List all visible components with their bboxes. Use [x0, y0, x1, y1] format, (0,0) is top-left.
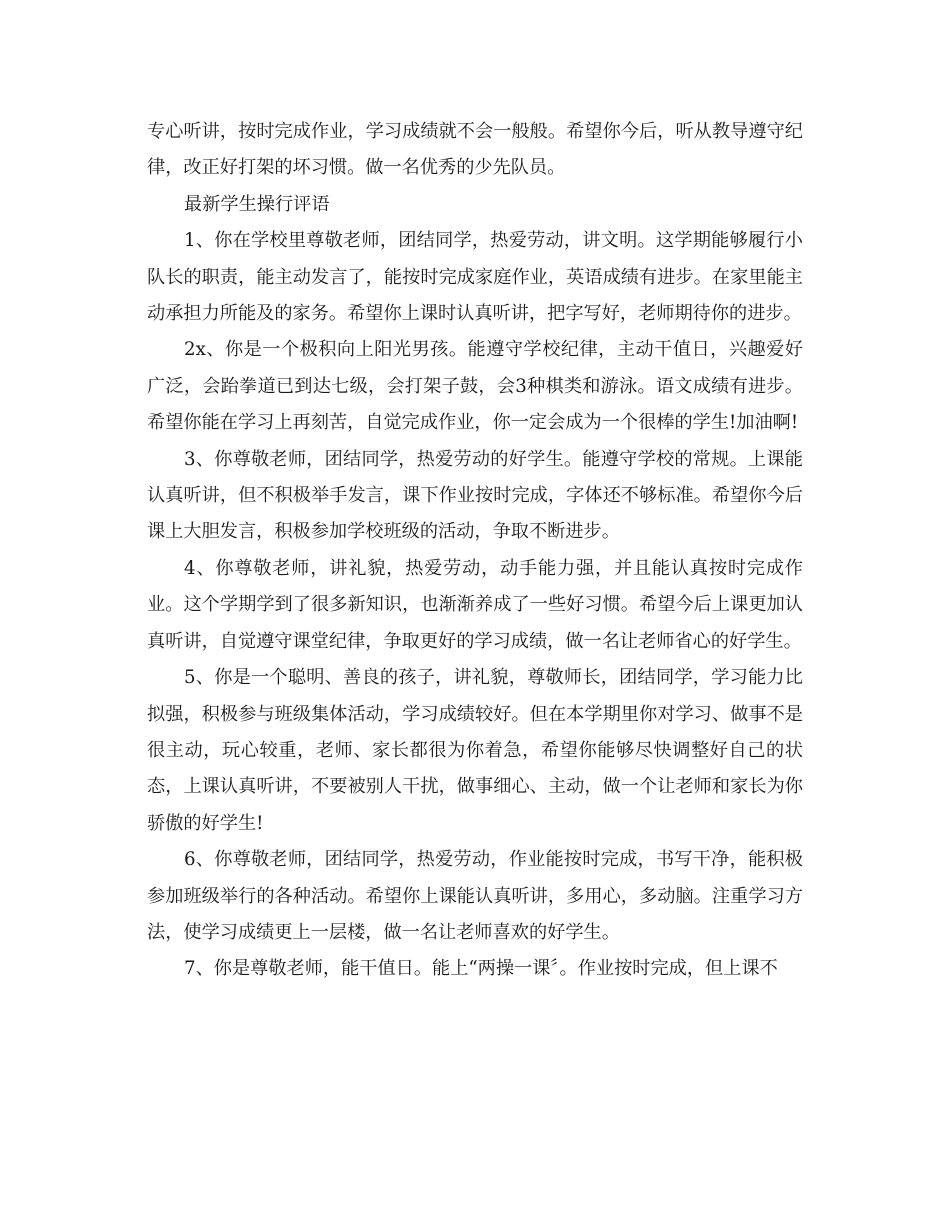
comment-paragraph-5: 5、你是一个聪明、善良的孩子，讲礼貌，尊敬师长，团结同学，学习能力比拟强，积极参与班级集体活动，学习成绩较好。但在本学期里你对学习、做事不是很主动，玩心较重，老师、家长都很为你着急，希望你能够尽快调整好自己的状态，上课认真听讲，不要被别人干扰，做事细心、主动，做一个让老师和家长为你骄傲的好学生!	[147, 667, 803, 834]
comment-paragraph-3: 3、你尊敬老师，团结同学，热爱劳动的好学生。能遵守学校的常规。上课能认真听讲，但不积极举手发言，课下作业按时完成，字体还不够标准。希望你今后课上大胆发言，积极参加学校班级的活动，争取不断进步。	[147, 448, 803, 543]
paragraph-continuation: 专心听讲，按时完成作业，学习成绩就不会一般般。希望你今后，听从教导遵守纪律，改正好打架的坏习惯。做一名优秀的少先队员。	[147, 121, 803, 179]
document-body	[147, 114, 803, 988]
comment-paragraph-4: 4、你尊敬老师，讲礼貌，热爱劳动，动手能力强，并且能认真按时完成作业。这个学期学到了很多新知识，也渐渐养成了一些好习惯。希望今后上课更加认真听讲，自觉遵守课堂纪律，争取更好的学习成绩，做一名让老师省心的好学生。	[147, 557, 803, 652]
section-heading: 最新学生操行评语	[184, 193, 330, 215]
comment-paragraph-6: 6、你尊敬老师，团结同学，热爱劳动，作业能按时完成，书写干净，能积极参加班级举行的各种活动。希望你上课能认真听讲，多用心，多动脑。注重学习方法，使学习成绩更上一层楼，做一名让老师喜欢的好学生。	[147, 849, 803, 943]
comment-paragraph-7: 7、你是尊敬老师，能干值日。能上“两操一课〞。作业按时完成，但上课不	[184, 958, 778, 980]
comment-paragraph-2: 2x、你是一个极积向上阳光男孩。能遵守学校纪律，主动干值日，兴趣爱好广泛，会跆拳道已到达七级，会打架子鼓，会3种棋类和游泳。语文成绩有进步。希望你能在学习上再刻苦，自觉完成作业，你一定会成为一个很棒的学生!加油啊!	[147, 339, 803, 434]
comment-paragraph-1: 1、你在学校里尊敬老师，团结同学，热爱劳动，讲文明。这学期能够履行小队长的职责，能主动发言了，能按时完成家庭作业，英语成绩有进步。在家里能主动承担力所能及的家务。希望你上课时认真听讲，把字写好，老师期待你的进步。	[147, 230, 803, 325]
